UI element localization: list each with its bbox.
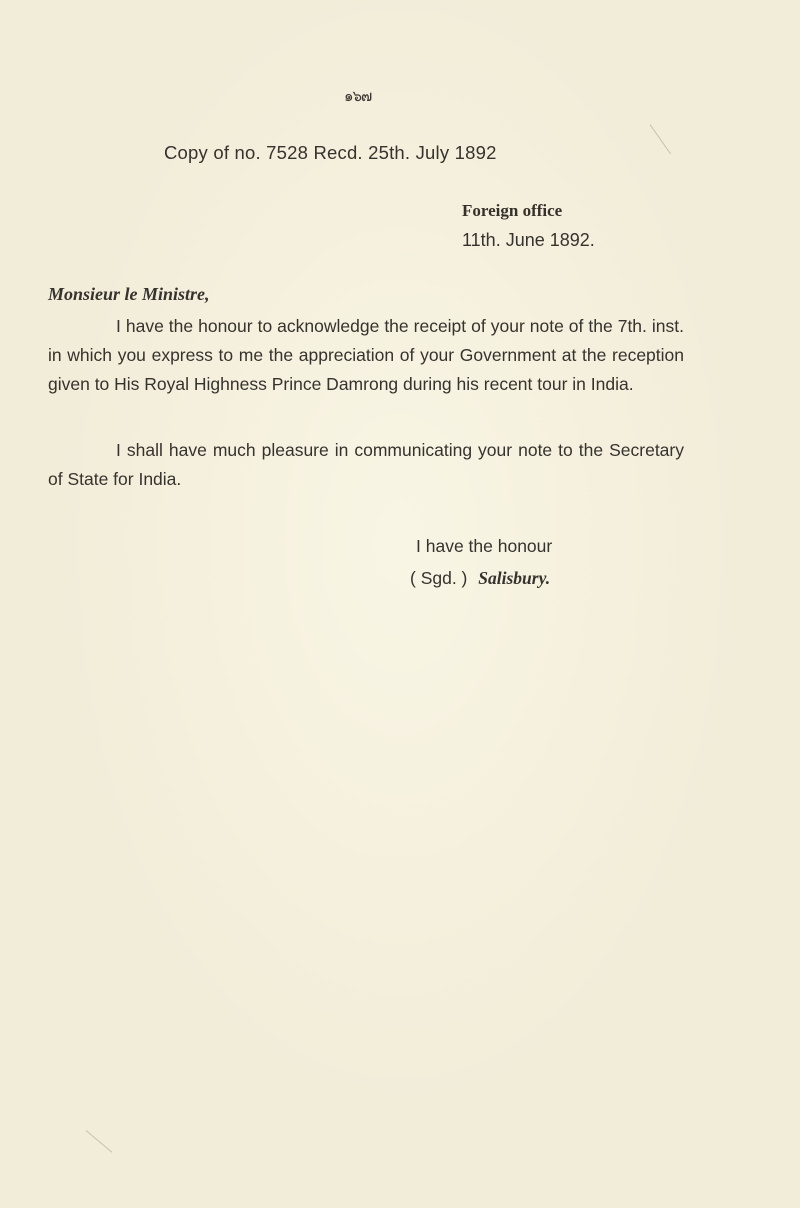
closing-line: I have the honour — [416, 536, 553, 556]
body-paragraph — [48, 436, 684, 494]
signature-name: Salisbury. — [478, 568, 551, 588]
copy-reference-line: Copy of no. 7528 Recd. 25th. July 1892 — [164, 142, 497, 163]
letterhead-office: Foreign office — [462, 201, 563, 220]
body-paragraph — [48, 312, 684, 399]
signature-line — [410, 568, 550, 589]
salutation: Monsieur le Ministre, — [48, 284, 210, 304]
letter-date: 11th. June 1892. — [462, 230, 595, 250]
paper-scratch-mark — [86, 1130, 113, 1153]
paragraph-text: I have the honour to acknowledge the receipt of your note of the 7th. inst. in which you express to me the appreciation of your Government at the reception given to His Royal Highness Prince Damrong during his recent tour in India. — [48, 316, 684, 394]
paper-scratch-mark — [650, 124, 671, 154]
paragraph-text: I shall have much pleasure in communicating your note to the Secretary of State for India. — [48, 440, 684, 489]
page-number: ๑๖๗ — [344, 87, 372, 105]
signature-prefix: ( Sgd. ) — [410, 568, 468, 588]
